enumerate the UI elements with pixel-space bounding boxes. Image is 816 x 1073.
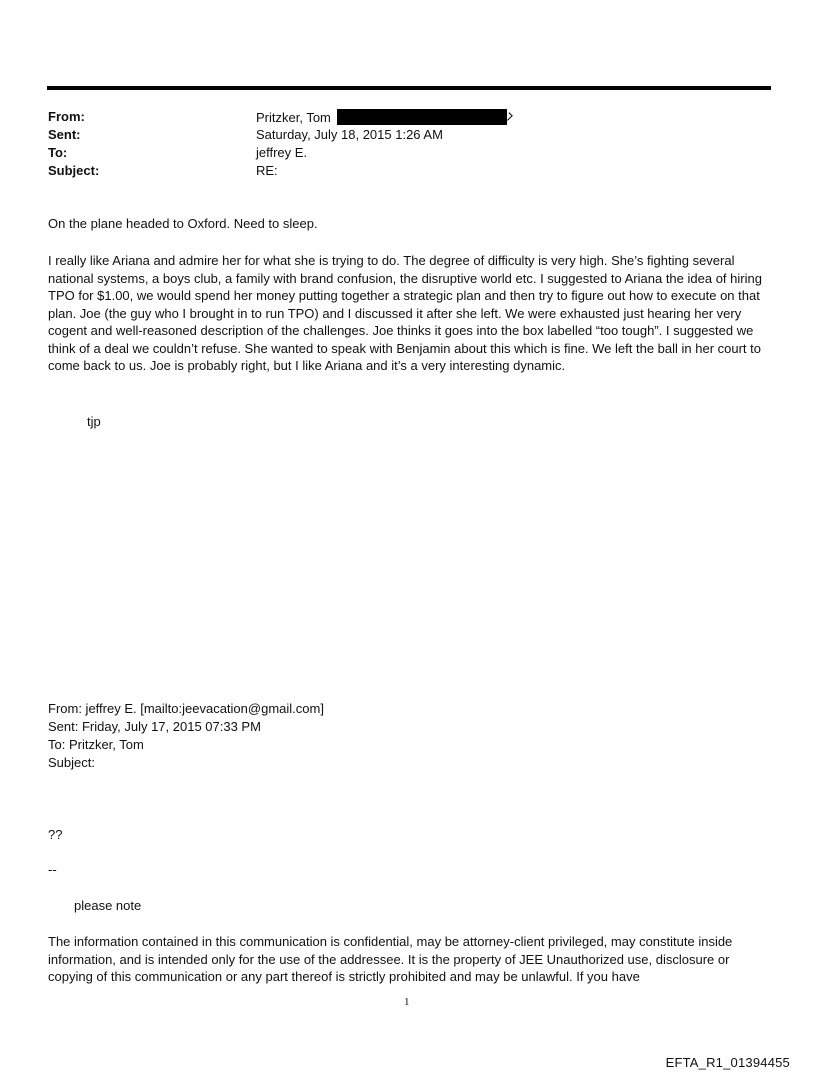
to-value: jeffrey E. (256, 145, 308, 160)
please-note: please note (74, 898, 142, 913)
document-id: EFTA_R1_01394455 (665, 1055, 790, 1070)
header-divider (47, 86, 771, 90)
signature: tjp (87, 414, 101, 429)
forwarded-question: ?? (48, 827, 63, 842)
forwarded-to-line: To: Pritzker, Tom (48, 737, 144, 752)
page-number: 1 (404, 996, 410, 1008)
sent-label: Sent: (48, 127, 81, 142)
forwarded-sent-line: Sent: Friday, July 17, 2015 07:33 PM (48, 719, 261, 734)
body-paragraph-2: I really like Ariana and admire her for what she is trying to do. The degree of difficulty is very high. She’s fighting several national systems, a boys club, a family with brand confusion, the disruptive world etc. I suggested to Ariana the idea of hiring TPO for $1.00, we would spend her money putting together a strategic plan and then try to figure out how to execute on that plan. Joe (the guy who I brought in to run TPO) and I discussed it after she left. We were exhausted just hearing her very cogent and well-reasoned description of the challenges. Joe thinks it goes into the box labelled “too tough”. I suggested we think of a deal we couldn’t refuse. She wanted to speak with Benjamin about this which is fine. We left the ball in her court to come back to us. Joe is probably right, but I like Ariana and it’s a very interesting dynamic. (48, 253, 762, 373)
sent-value: Saturday, July 18, 2015 1:26 AM (256, 127, 443, 142)
forwarded-subject-line: Subject: (48, 755, 95, 770)
from-label: From: (48, 109, 85, 124)
signature-dashes: -- (48, 862, 57, 877)
from-value (256, 109, 511, 125)
from-name: Pritzker, Tom (256, 110, 331, 125)
redaction-block (337, 109, 507, 125)
subject-label: Subject: (48, 163, 100, 178)
subject-value: RE: (256, 163, 278, 178)
body-paragraph-1: On the plane headed to Oxford. Need to sleep. (48, 216, 318, 231)
confidentiality-disclaimer: The information contained in this communication is confidential, may be attorney-client privileged, may constitute inside information, and is intended only for the use of the addressee. It is the property of JEE Unauthorized use, disclosure or copying of this communication or any part thereof is strictly prohibited and may be unlawful. If you have (48, 934, 733, 984)
forwarded-from-line: From: jeffrey E. [mailto:jeevacation@gmail.com] (48, 701, 324, 716)
to-label: To: (48, 145, 68, 160)
